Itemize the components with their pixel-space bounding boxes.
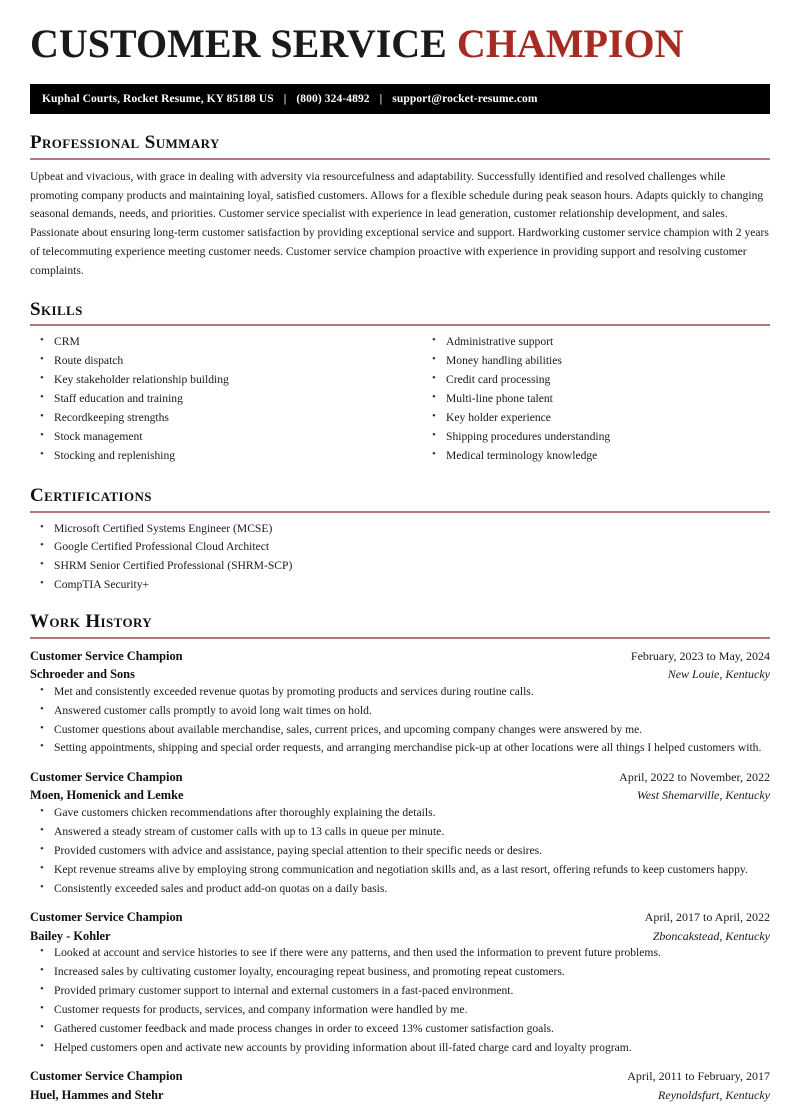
skill-list-item: • Route dispatch	[30, 353, 400, 368]
job-bullet-item: • Customer requests for products, services, and company information were handled by me.	[30, 1002, 770, 1017]
job-bullet-item: • Provided primary customer support to internal and external customers in a fast-paced environment.	[30, 983, 770, 998]
certification-list-item: • Microsoft Certified Systems Engineer (MCSE)	[30, 521, 770, 536]
section-heading-summary: Professional Summary	[30, 132, 220, 153]
job-bullet-item: • Met and consistently exceeded revenue quotas by promoting products and services during routine calls.	[30, 684, 770, 699]
section-heading-work-history: Work History	[30, 610, 153, 632]
contact-separator-2: |	[379, 93, 383, 105]
job-title-row	[30, 908, 770, 927]
skill-list-item: • Multi-line phone talent	[422, 391, 770, 406]
work-history-entry	[30, 768, 770, 896]
job-bullet-item: • Helped customers open and activate new accounts by providing information about ill-fated charge card and loyalty program.	[30, 1040, 770, 1055]
summary-paragraph: Upbeat and vivacious, with grace in dealing with adversity via resourcefulness and adaptability. Successfully identified and resolved challenges while promoting company products and maintaining loyal, satisfied customers. Allows for a flexible schedule during peak season hours. Adapts quickly to changing seasonal demands, needs, and priorities. Customer service specialist with experience in lead generation, customer relationship development, and sales. Passionate about ensuring long-term customer satisfaction by providing exceptional service and support. Hardworking customer service champion with 2 years of telecommuting experience meeting customer needs. Customer service champion proactive with experience in providing support and resolving customer complaints.	[30, 169, 769, 277]
work-history-entry	[30, 1067, 770, 1104]
resume-content	[30, 0, 770, 1105]
name-first: CUSTOMER SERVICE	[30, 21, 447, 66]
skill-list-item: • Administrative support	[422, 334, 770, 349]
job-bullet-item: • Gathered customer feedback and made process changes in order to exceed 13% customer satisfaction goals.	[30, 1021, 770, 1036]
job-company: Huel, Hammes and Stehr	[30, 1087, 164, 1102]
contact-email[interactable]: support@rocket-resume.com	[392, 93, 538, 105]
contact-address: Kuphal Courts, Rocket Resume, KY 85188 US	[42, 93, 274, 105]
name-last: CHAMPION	[456, 21, 684, 66]
work-history-entry	[30, 647, 770, 756]
job-bullet-item: • Setting appointments, shipping and special order requests, and arranging merchandise pick-up at other locations were all things I helped customers with.	[30, 740, 770, 755]
section-certifications	[30, 485, 770, 593]
job-bullet-list	[30, 945, 770, 1055]
job-bullet-item: • Gave customers chicken recommendations after thoroughly explaining the details.	[30, 805, 770, 820]
section-heading-certifications: Certifications	[30, 484, 152, 506]
section-divider-summary	[30, 158, 770, 160]
skill-list-item: • Stocking and replenishing	[30, 448, 400, 463]
skill-list-item: • Money handling abilities	[422, 353, 770, 368]
job-bullet-item: • Customer questions about available merchandise, sales, current prices, and upcoming company changes were answered by me.	[30, 722, 770, 737]
job-bullet-list	[30, 805, 770, 896]
contact-bar	[30, 84, 770, 114]
section-divider-work-history	[30, 637, 770, 639]
job-bullet-item: • Consistently exceeded sales and product add-on quotas on a daily basis.	[30, 881, 770, 896]
job-title: Customer Service Champion	[30, 648, 183, 663]
skill-list-item: • Stock management	[30, 429, 400, 444]
job-company-row	[30, 665, 770, 684]
skill-list-item: • CRM	[30, 334, 400, 349]
contact-separator-1: |	[283, 93, 287, 105]
work-history-jobs	[30, 647, 770, 1105]
job-company: Bailey - Kohler	[30, 928, 111, 943]
certification-list-item: • CompTIA Security+	[30, 577, 770, 592]
section-heading-skills: Skills	[30, 298, 83, 320]
skill-list-item: • Staff education and training	[30, 391, 400, 406]
page-title	[30, 0, 770, 70]
skills-column-left	[30, 334, 400, 466]
contact-phone[interactable]: (800) 324-4892	[296, 93, 370, 105]
skill-list-item: • Key stakeholder relationship building	[30, 372, 400, 387]
job-dates: February, 2023 to May, 2024	[630, 648, 770, 663]
section-divider-skills	[30, 324, 770, 326]
certifications-list	[30, 521, 770, 593]
job-bullet-item: • Looked at account and service histories to see if there were any patterns, and then used the information to prevent future problems.	[30, 945, 770, 960]
certification-list-item: • Google Certified Professional Cloud Architect	[30, 539, 770, 554]
job-title-row	[30, 768, 770, 787]
job-bullet-item: • Kept revenue streams alive by employing strong communication and negotiation skills and, as a last resort, offering refunds to keep customers happy.	[30, 862, 770, 877]
job-company: Moen, Homenick and Lemke	[30, 788, 184, 803]
skill-list-item: • Recordkeeping strengths	[30, 410, 400, 425]
skills-column-right	[400, 334, 770, 466]
job-company-row	[30, 786, 770, 805]
skills-list-right	[422, 334, 770, 463]
job-location: Zboncakstead, Kentucky	[652, 928, 770, 943]
job-dates: April, 2017 to April, 2022	[644, 910, 770, 925]
job-location: New Louie, Kentucky	[667, 667, 770, 682]
contact-line	[42, 93, 538, 105]
skill-list-item: • Credit card processing	[422, 372, 770, 387]
job-dates: April, 2022 to November, 2022	[619, 769, 770, 784]
job-bullet-item: • Answered customer calls promptly to avoid long wait times on hold.	[30, 703, 770, 718]
job-location: West Shemarville, Kentucky	[636, 788, 770, 803]
job-company-row	[30, 927, 770, 946]
skills-list-left	[30, 334, 400, 463]
section-skills	[30, 299, 770, 467]
job-title: Customer Service Champion	[30, 769, 183, 784]
skill-list-item: • Medical terminology knowledge	[422, 448, 770, 463]
job-title-row	[30, 1067, 770, 1086]
job-bullet-item: • Increased sales by cultivating customer loyalty, encouraging repeat business, and promoting repeat customers.	[30, 964, 770, 979]
certification-list-item: • SHRM Senior Certified Professional (SHRM-SCP)	[30, 558, 770, 573]
job-bullet-list	[30, 684, 770, 756]
job-bullet-item: • Answered a steady stream of customer calls with up to 13 calls in queue per minute.	[30, 824, 770, 839]
skills-columns	[30, 334, 770, 466]
job-dates: April, 2011 to February, 2017	[627, 1069, 770, 1084]
job-title: Customer Service Champion	[30, 1069, 183, 1084]
job-company: Schroeder and Sons	[30, 667, 135, 682]
job-title: Customer Service Champion	[30, 910, 183, 925]
job-location: Reynoldsfurt, Kentucky	[658, 1087, 770, 1102]
skill-list-item: • Shipping procedures understanding	[422, 429, 770, 444]
job-title-row	[30, 647, 770, 666]
job-company-row	[30, 1086, 770, 1105]
skill-list-item: • Key holder experience	[422, 410, 770, 425]
job-bullet-item: • Provided customers with advice and assistance, paying special attention to their specific needs or desires.	[30, 843, 770, 858]
section-work-history	[30, 611, 770, 1105]
section-divider-certifications	[30, 511, 770, 513]
work-history-entry	[30, 908, 770, 1055]
section-professional-summary	[30, 132, 770, 281]
